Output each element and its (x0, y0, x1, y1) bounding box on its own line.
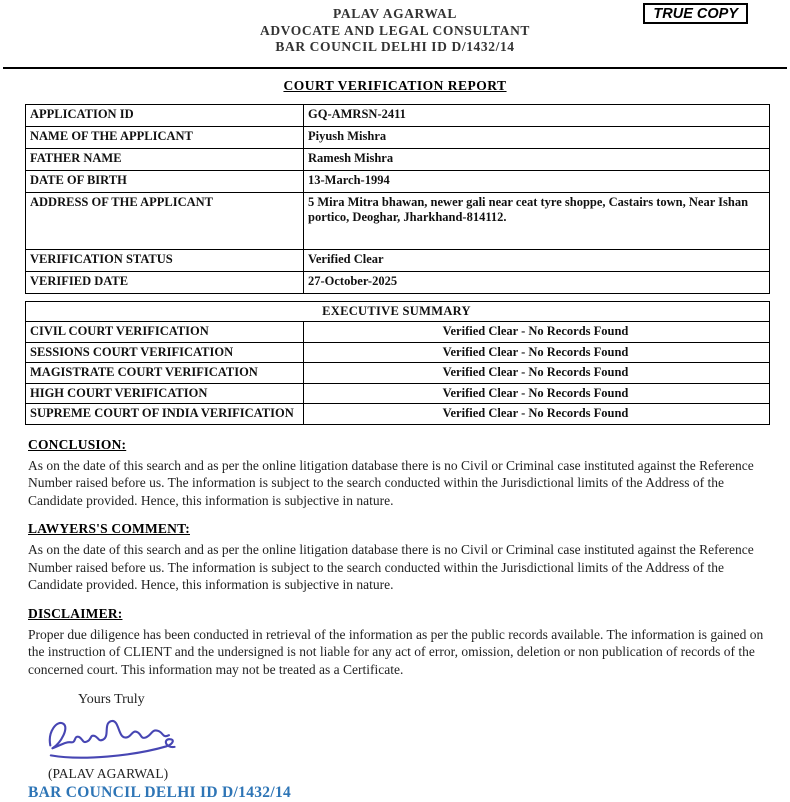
section-body: As on the date of this search and as per the online litigation database there is no Civil or Criminal case instituted against the Reference Number raised before us. The information is subject to the search conducted within the Jurisdictional limits of the Address of the Candidate provided. Hence, this information is subjective in nature. (28, 542, 754, 592)
row-label: MAGISTRATE COURT VERIFICATION (26, 363, 304, 384)
table-row (26, 148, 770, 170)
handwritten-signature (40, 712, 190, 764)
section-heading: DISCLAIMER: (28, 605, 123, 621)
row-label: VERIFIED DATE (26, 271, 304, 293)
header-divider (3, 67, 787, 69)
disclaimer-section (28, 606, 766, 679)
true-copy-stamp (643, 3, 748, 24)
advocate-name: PALAV AGARWAL (333, 6, 457, 21)
lawyers-comment-section (28, 521, 766, 594)
bar-council-id: BAR COUNCIL DELHI ID D/1432/14 (275, 39, 515, 54)
row-value: Piyush Mishra (304, 126, 770, 148)
row-value: Verified Clear - No Records Found (304, 404, 770, 425)
row-label: SUPREME COURT OF INDIA VERIFICATION (26, 404, 304, 425)
row-value: 5 Mira Mitra bhawan, newer gali near ceat tyre shoppe, Castairs town, Near Ishan portico, Deoghar, Jharkhand-814112. (304, 192, 770, 249)
row-value: 27-October-2025 (304, 271, 770, 293)
row-value: Verified Clear - No Records Found (304, 363, 770, 384)
table-row (26, 383, 770, 404)
executive-summary-table (25, 301, 770, 425)
section-heading: LAWYERS'S COMMENT: (28, 521, 190, 536)
row-label: ADDRESS OF THE APPLICANT (26, 192, 304, 249)
row-value: Verified Clear - No Records Found (304, 383, 770, 404)
applicant-details-table (25, 104, 770, 294)
row-label: VERIFICATION STATUS (26, 249, 304, 271)
advocate-designation: ADVOCATE AND LEGAL CONSULTANT (259, 22, 531, 38)
summary-table-title: EXECUTIVE SUMMARY (26, 301, 770, 322)
section-body: Proper due diligence has been conducted in retrieval of the information as per the public records available. The information is gained on the instruction of CLIENT and the undersigned is not liable for any act of error, omission, deletion or non publication of records of the concerned court. This information may not be treated as a Certificate. (28, 626, 764, 677)
table-row (26, 322, 770, 343)
signature-ink (39, 708, 192, 768)
row-label: DATE OF BIRTH (26, 170, 304, 192)
table-row (26, 126, 770, 148)
row-label: NAME OF THE APPLICANT (26, 126, 304, 148)
table-row (26, 104, 770, 126)
bar-council-footer: BAR COUNCIL DELHI ID D/1432/14 (28, 784, 292, 801)
table-row (26, 363, 770, 384)
table-row (26, 404, 770, 425)
table-row (26, 192, 770, 249)
table-row (26, 170, 770, 192)
table-row (26, 301, 770, 322)
report-title: COURT VERIFICATION REPORT (283, 77, 507, 93)
section-heading: CONCLUSION: (28, 436, 127, 452)
row-label: CIVIL COURT VERIFICATION (26, 322, 304, 343)
row-value: 13-March-1994 (304, 170, 770, 192)
true-copy-label: TRUE COPY (653, 5, 738, 22)
row-value: Verified Clear (304, 249, 770, 271)
closing-line: Yours Truly (78, 692, 145, 707)
row-label: FATHER NAME (26, 148, 304, 170)
row-value: Verified Clear - No Records Found (304, 342, 770, 363)
row-label: APPLICATION ID (26, 104, 304, 126)
row-label: SESSIONS COURT VERIFICATION (26, 342, 304, 363)
table-row (26, 249, 770, 271)
row-value: Verified Clear - No Records Found (304, 322, 770, 343)
conclusion-section (28, 437, 766, 510)
row-value: GQ-AMRSN-2411 (304, 104, 770, 126)
row-value: Ramesh Mishra (304, 148, 770, 170)
signatory-name: (PALAV AGARWAL) (48, 766, 169, 781)
row-label: HIGH COURT VERIFICATION (26, 383, 304, 404)
section-body: As on the date of this search and as per the online litigation database there is no Civil or Criminal case instituted against the Reference Number raised before us. The information is subject to the search conducted within the Jurisdictional limits of the Address of the Candidate provided. Hence, this information is subjective in nature. (28, 457, 754, 508)
table-row (26, 342, 770, 363)
table-row (26, 271, 770, 293)
